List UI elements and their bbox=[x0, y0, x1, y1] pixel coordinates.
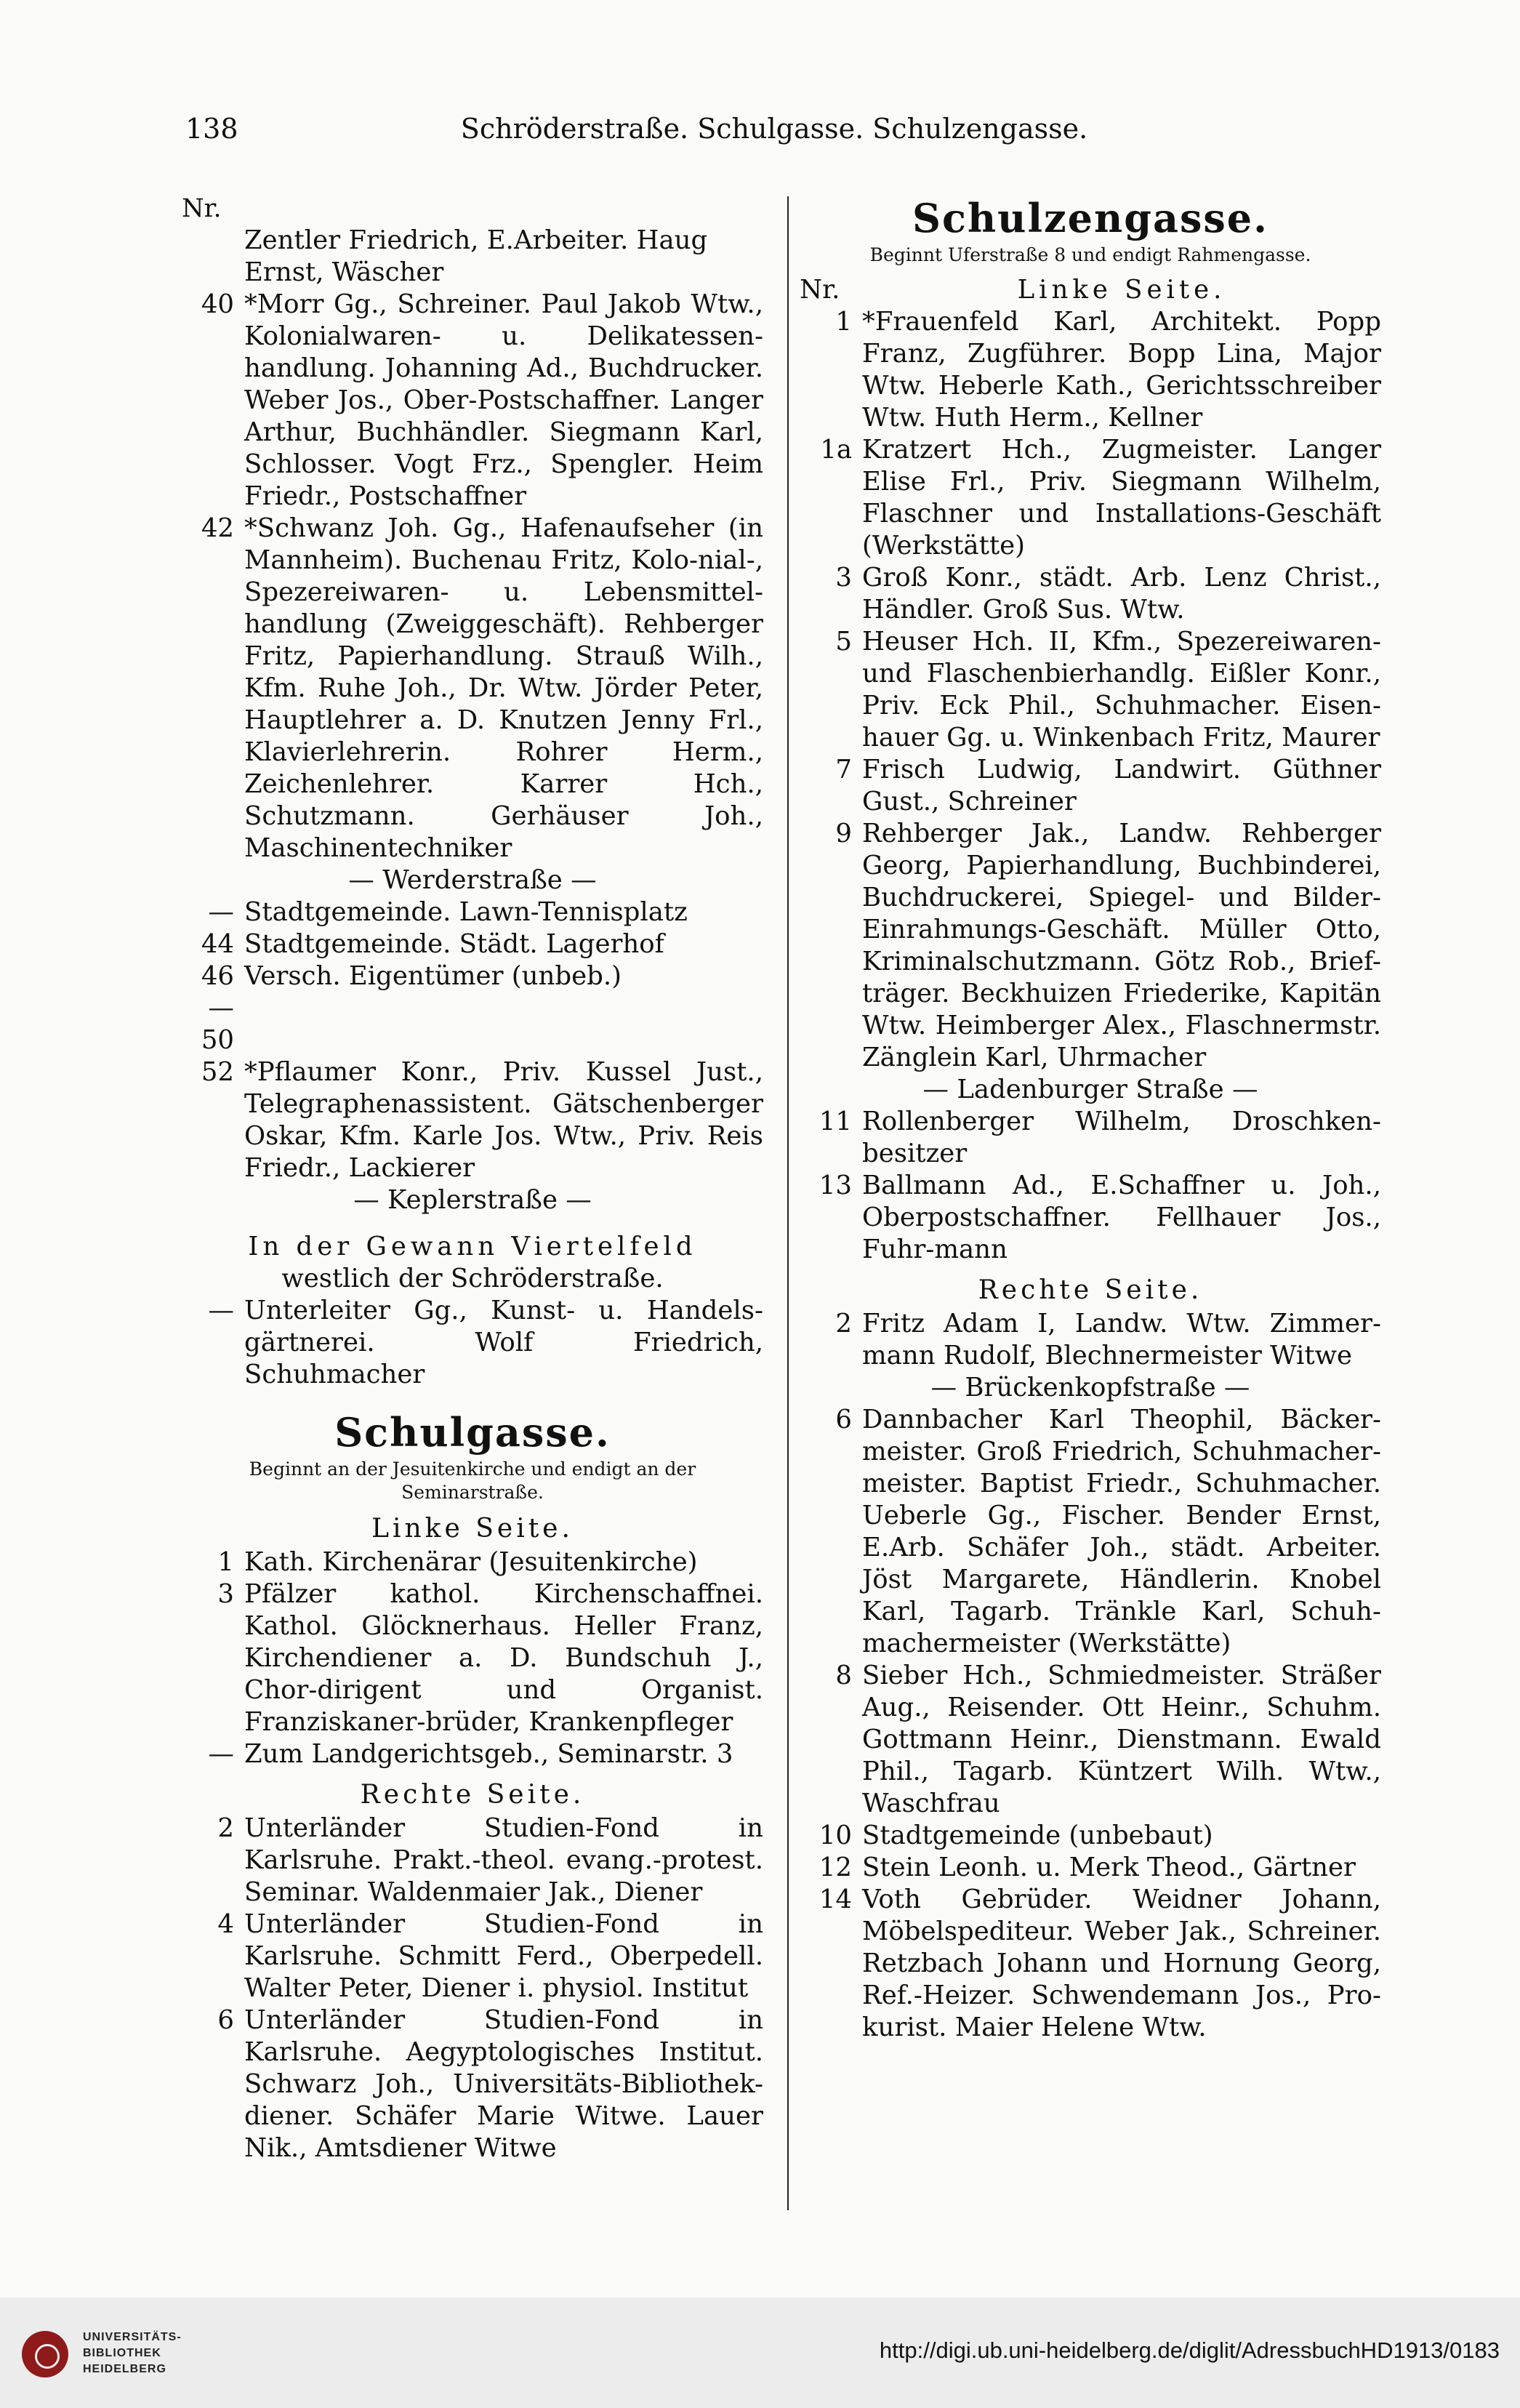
house-number: 6 bbox=[217, 2005, 234, 2035]
address-entry bbox=[800, 754, 1381, 818]
library-logo[interactable] bbox=[22, 2325, 225, 2383]
page-number: 138 bbox=[185, 113, 238, 145]
cross-street: — Keplerstraße — bbox=[353, 1185, 592, 1215]
entry-text: Versch. Eigentümer (unbeb.) bbox=[244, 961, 622, 991]
logo-line: HEIDELBERG bbox=[83, 2363, 166, 2375]
address-entry bbox=[182, 896, 763, 928]
address-entry bbox=[182, 513, 763, 864]
entry-text: Unterländer Studien-Fond in Karlsruhe. Prakt.-theol. evang.-protest. Seminar. Waldenmaier Jak., Diener bbox=[244, 1813, 763, 1907]
house-number: 52 bbox=[201, 1057, 234, 1087]
address-entry bbox=[800, 626, 1381, 754]
street-subtitle: Seminarstraße. bbox=[401, 1482, 544, 1503]
address-entry bbox=[800, 1106, 1381, 1170]
address-entry bbox=[182, 1909, 763, 2004]
entry-text: Kratzert Hch., Zugmeister. Langer Elise Frl., Priv. Siegmann Wilhelm, Flaschner und Installations-Geschäft (Werkstätte) bbox=[862, 435, 1381, 561]
address-entry bbox=[182, 1578, 763, 1738]
entry-text: *Morr Gg., Schreiner. Paul Jakob Wtw., Kolonialwaren- u. Delikatessen-handlung. Johanning Ad., Buchdrucker. Weber Jos., Ober-Postschaffner. Langer Arthur, Buchhändler. Siegmann Karl, Schlosser. Vogt Frz., Spengler. Heim Friedr., Postschaffner bbox=[244, 289, 763, 511]
entry-text: Stadtgemeinde (unbebaut) bbox=[862, 1821, 1213, 1850]
house-number: 14 bbox=[819, 1885, 852, 1914]
intro-line: Zentler Friedrich, E.Arbeiter. Haug bbox=[244, 225, 708, 255]
entry-text: Frisch Ludwig, Landwirt. Güthner Gust., Schreiner bbox=[862, 755, 1381, 816]
logo-line: UNIVERSITÄTS- bbox=[83, 2331, 182, 2343]
address-entry bbox=[182, 1546, 763, 1578]
library-logo-text bbox=[83, 2329, 182, 2377]
viewer-footer bbox=[0, 2297, 1520, 2408]
entry-text: Unterländer Studien-Fond in Karlsruhe. Schmitt Ferd., Oberpedell. Walter Peter, Diener i. physiol. Institut bbox=[244, 1909, 763, 2003]
entry-text: Zum Landgerichtsgeb., Seminarstr. 3 bbox=[244, 1739, 733, 1769]
house-number: 44 bbox=[201, 929, 234, 959]
entry-text: Heuser Hch. II, Kfm., Spezereiwaren-und Flaschenbierhandlg. Eißler Konr., Priv. Eck Phil., Schuhmacher. Eisen-hauer Gg. u. Winkenbach Fritz, Maurer bbox=[862, 627, 1381, 752]
address-entry bbox=[800, 1660, 1381, 1820]
address-entry bbox=[182, 2004, 763, 2164]
address-entry bbox=[182, 960, 763, 1056]
house-number: 5 bbox=[835, 627, 852, 657]
house-number: 11 bbox=[819, 1107, 852, 1136]
address-entry bbox=[182, 1295, 763, 1391]
intro-line: Ernst, Wäscher bbox=[244, 257, 444, 287]
running-title: Schröderstraße. Schulgasse. Schulzengasse. bbox=[460, 113, 1088, 145]
entry-text: Rehberger Jak., Landw. Rehberger Georg, Papierhandlung, Buchbinderei, Buchdruckerei, Spiegel- und Bilder-Einrahmungs-Geschäft. Müller Otto, Kriminalschutzmann. Götz Rob., Brief-träger. Beckhuizen Friederike, Kapitän Wtw. Heimberger Alex., Flaschnermstr. Zänglein Karl, Uhrmacher bbox=[862, 819, 1381, 1072]
column-heading-row bbox=[800, 274, 1381, 306]
entry-text: Stadtgemeinde. Städt. Lagerhof bbox=[244, 929, 664, 959]
house-number: 10 bbox=[819, 1821, 852, 1850]
house-number: — bbox=[208, 897, 234, 927]
side-heading: Linke Seite. bbox=[1017, 275, 1226, 305]
address-entry bbox=[182, 1813, 763, 1909]
entry-text: *Pflaumer Konr., Priv. Kussel Just., Telegraphenassistent. Gätschenberger Oskar, Kfm. Karle Jos. Wtw., Priv. Reis Friedr., Lackierer bbox=[244, 1057, 763, 1183]
house-number: 1 bbox=[217, 1547, 234, 1577]
column-divider bbox=[787, 196, 789, 2210]
entry-text: Unterländer Studien-Fond in Karlsruhe. Aegyptologisches Institut. Schwarz Joh., Universitäts-Bibliothek-diener. Schäfer Marie Witwe. Lauer Nik., Amtsdiener Witwe bbox=[244, 2005, 763, 2163]
entry-text: Kath. Kirchenärar (Jesuitenkirche) bbox=[244, 1547, 698, 1577]
entry-text: *Schwanz Joh. Gg., Hafenaufseher (in Mannheim). Buchenau Fritz, Kolo-nial-, Spezereiwaren- u. Lebensmittel-handlung (Zweiggeschäft). Rehberger Fritz, Papierhandlung. Strauß Wilh., Kfm. Ruhe Joh., Dr. Wtw. Jörder Peter, Hauptlehrer a. D. Knutzen Jenny Frl., Klavierlehrerin. Rohrer Herm., Zeichenlehrer. Karrer Hch., Schutzmann. Gerhäuser Joh., Maschinentechniker bbox=[244, 513, 763, 863]
address-entry bbox=[182, 928, 763, 960]
house-number: 3 bbox=[835, 563, 852, 593]
gewann-subheading: westlich der Schröderstraße. bbox=[281, 1264, 664, 1293]
address-entry bbox=[182, 1056, 763, 1184]
page-header bbox=[185, 113, 1363, 164]
house-number: — bbox=[208, 1739, 234, 1769]
entry-text: Pfälzer kathol. Kirchenschaffnei. Kathol. Glöcknerhaus. Heller Franz, Kirchendiener a. D. Bundschuh J., Chor-dirigent und Organist. Franziskaner-brüder, Krankenpfleger bbox=[244, 1579, 763, 1737]
address-entry bbox=[800, 1852, 1381, 1884]
entry-text: Rollenberger Wilhelm, Droschken-besitzer bbox=[862, 1107, 1381, 1168]
house-number: 12 bbox=[819, 1853, 852, 1882]
address-entry bbox=[800, 818, 1381, 1074]
side-heading: Rechte Seite. bbox=[360, 1780, 585, 1810]
entry-text: Voth Gebrüder. Weidner Johann, Möbelspediteur. Weber Jak., Schreiner. Retzbach Johann und Hornung Georg, Ref.-Heizer. Schwendemann Jos., Pro-kurist. Maier Helene Wtw. bbox=[862, 1885, 1381, 2042]
address-entry bbox=[800, 1170, 1381, 1266]
nr-label: Nr. bbox=[182, 194, 222, 223]
entry-text: Unterleiter Gg., Kunst- u. Handels-gärtnerei. Wolf Friedrich, Schuhmacher bbox=[244, 1296, 763, 1389]
address-entry bbox=[182, 289, 763, 513]
house-number: 40 bbox=[201, 289, 234, 319]
university-seal-icon bbox=[22, 2331, 68, 2377]
left-column bbox=[182, 193, 763, 2164]
cross-street: — Werderstraße — bbox=[348, 865, 597, 895]
entry-text: Stadtgemeinde. Lawn-Tennisplatz bbox=[244, 897, 688, 927]
address-entry bbox=[800, 434, 1381, 562]
house-number: 46—50 bbox=[201, 961, 234, 1055]
address-entry bbox=[800, 1820, 1381, 1852]
house-number: 7 bbox=[835, 755, 852, 784]
house-number: 8 bbox=[835, 1661, 852, 1690]
house-number: — bbox=[208, 1296, 234, 1325]
street-title: Schulzengasse. bbox=[912, 195, 1268, 241]
house-number: 6 bbox=[835, 1405, 852, 1434]
side-heading: Rechte Seite. bbox=[978, 1275, 1203, 1305]
permalink-url[interactable]: http://digi.ub.uni-heidelberg.de/diglit/AdressbuchHD1913/0183 bbox=[879, 2337, 1500, 2363]
right-column bbox=[800, 193, 1381, 2044]
nr-label: Nr. bbox=[800, 275, 840, 305]
address-entry bbox=[800, 1404, 1381, 1660]
address-entry bbox=[800, 306, 1381, 434]
house-number: 9 bbox=[835, 819, 852, 848]
house-number: 2 bbox=[835, 1309, 852, 1339]
logo-line: BIBLIOTHEK bbox=[83, 2347, 161, 2359]
entry-text: Fritz Adam I, Landw. Wtw. Zimmer-mann Rudolf, Blechnermeister Witwe bbox=[862, 1309, 1381, 1370]
address-entry bbox=[800, 1884, 1381, 2044]
house-number: 2 bbox=[217, 1813, 234, 1843]
address-entry bbox=[182, 1738, 763, 1770]
cross-street: — Ladenburger Straße — bbox=[922, 1075, 1258, 1104]
house-number: 1 bbox=[835, 307, 852, 337]
cross-street: — Brückenkopfstraße — bbox=[930, 1373, 1250, 1402]
entry-text: Ballmann Ad., E.Schaffner u. Joh., Oberpostschaffner. Fellhauer Jos., Fuhr-mann bbox=[862, 1171, 1381, 1264]
house-number: 42 bbox=[201, 513, 234, 543]
address-entry bbox=[800, 562, 1381, 626]
side-heading: Linke Seite. bbox=[371, 1514, 574, 1544]
house-number: 1a bbox=[820, 435, 852, 465]
entry-text: Dannbacher Karl Theophil, Bäcker-meister. Groß Friedrich, Schuhmacher-meister. Baptist Friedr., Schuhmacher. Ueberle Gg., Fischer. Bender Ernst, E.Arb. Schäfer Joh., städt. Arbeiter. Jöst Margarete, Händlerin. Knobel Karl, Tagarb. Tränkle Karl, Schuh-machermeister (Werkstätte) bbox=[862, 1405, 1381, 1658]
gewann-heading: In der Gewann Viertelfeld bbox=[248, 1232, 697, 1261]
house-number: 3 bbox=[217, 1579, 234, 1609]
entry-text: Groß Konr., städt. Arb. Lenz Christ., Händler. Groß Sus. Wtw. bbox=[862, 563, 1381, 625]
house-number: 4 bbox=[217, 1909, 234, 1939]
address-entry bbox=[800, 1308, 1381, 1372]
entry-text: Sieber Hch., Schmiedmeister. Sträßer Aug., Reisender. Ott Heinr., Schuhm. Gottmann Heinr., Dienstmann. Ewald Phil., Tagarb. Küntzert Wilh. Wtw., Waschfrau bbox=[862, 1661, 1381, 1818]
entry-text: *Frauenfeld Karl, Architekt. Popp Franz, Zugführer. Bopp Lina, Major Wtw. Heberle Kath., Gerichtsschreiber Wtw. Huth Herm., Kellner bbox=[862, 307, 1381, 433]
house-number: 13 bbox=[819, 1171, 852, 1200]
street-subtitle: Beginnt an der Jesuitenkirche und endigt an der bbox=[249, 1458, 696, 1480]
street-title: Schulgasse. bbox=[334, 1409, 611, 1456]
spacer bbox=[182, 1216, 763, 1231]
entry-text: Stein Leonh. u. Merk Theod., Gärtner bbox=[862, 1853, 1356, 1882]
street-subtitle: Beginnt Uferstraße 8 und endigt Rahmengasse. bbox=[869, 244, 1311, 265]
